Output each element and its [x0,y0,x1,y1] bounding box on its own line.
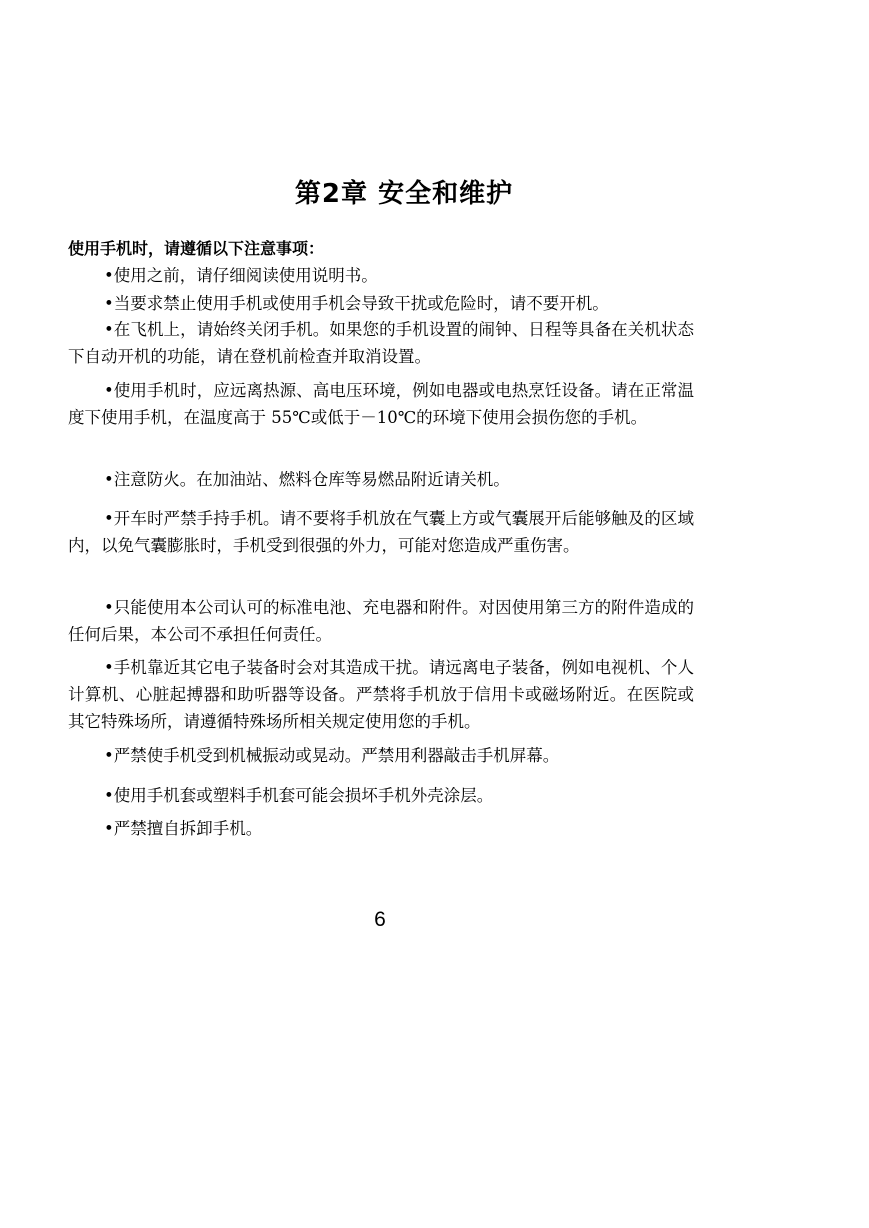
safety-item-driving: •开车时严禁手持手机。请不要将手机放在气囊上方或气囊展开后能够触及的区域内，以免气囊膨胀时，手机受到很强的外力，可能对您造成严重伤害。 [68,509,694,555]
safety-item-interference: •手机靠近其它电子装备时会对其造成干扰。请远离电子装备，例如电视机、个人计算机、心脏起搏器和助听器等设备。严禁将手机放于信用卡或磁场附近。在医院或其它特殊场所，请遵循特殊场所相关规定使用您的手机。 [68,658,694,731]
safety-item-accessories: •只能使用本公司认可的标准电池、充电器和附件。对因使用第三方的附件造成的任何后果，本公司不承担任何责任。 [68,598,694,644]
safety-item-phone-case: •使用手机套或塑料手机套可能会损坏手机外壳涂层。 [104,786,494,805]
safety-item-vibration: •严禁使手机受到机械振动或晃动。严禁用利器敲击手机屏幕。 [104,746,560,765]
safety-intro: 使用手机时，请遵循以下注意事项： [68,239,325,258]
safety-item-read-manual: •使用之前，请仔细阅读使用说明书。 [104,266,378,285]
safety-item-heat: •使用手机时，应远离热源、高电压环境，例如电器或电热烹饪设备。请在正常温度下使用手机，在温度高于 55℃或低于－10℃的环境下使用会损伤您的手机。 [68,381,694,427]
page-number: 6 [374,908,386,931]
safety-item-fire: •注意防火。在加油站、燃料仓库等易燃品附近请关机。 [104,470,510,489]
chapter-title: 第2章 安全和维护 [294,179,514,209]
safety-item-no-power-on: •当要求禁止使用手机或使用手机会导致干扰或危险时，请不要开机。 [104,294,609,313]
safety-item-airplane: •在飞机上，请始终关闭手机。如果您的手机设置的闹钟、日程等具备在关机状态下自动开机的功能，请在登机前检查并取消设置。 [68,320,694,366]
safety-item-disassembly: •严禁擅自拆卸手机。 [104,819,263,838]
